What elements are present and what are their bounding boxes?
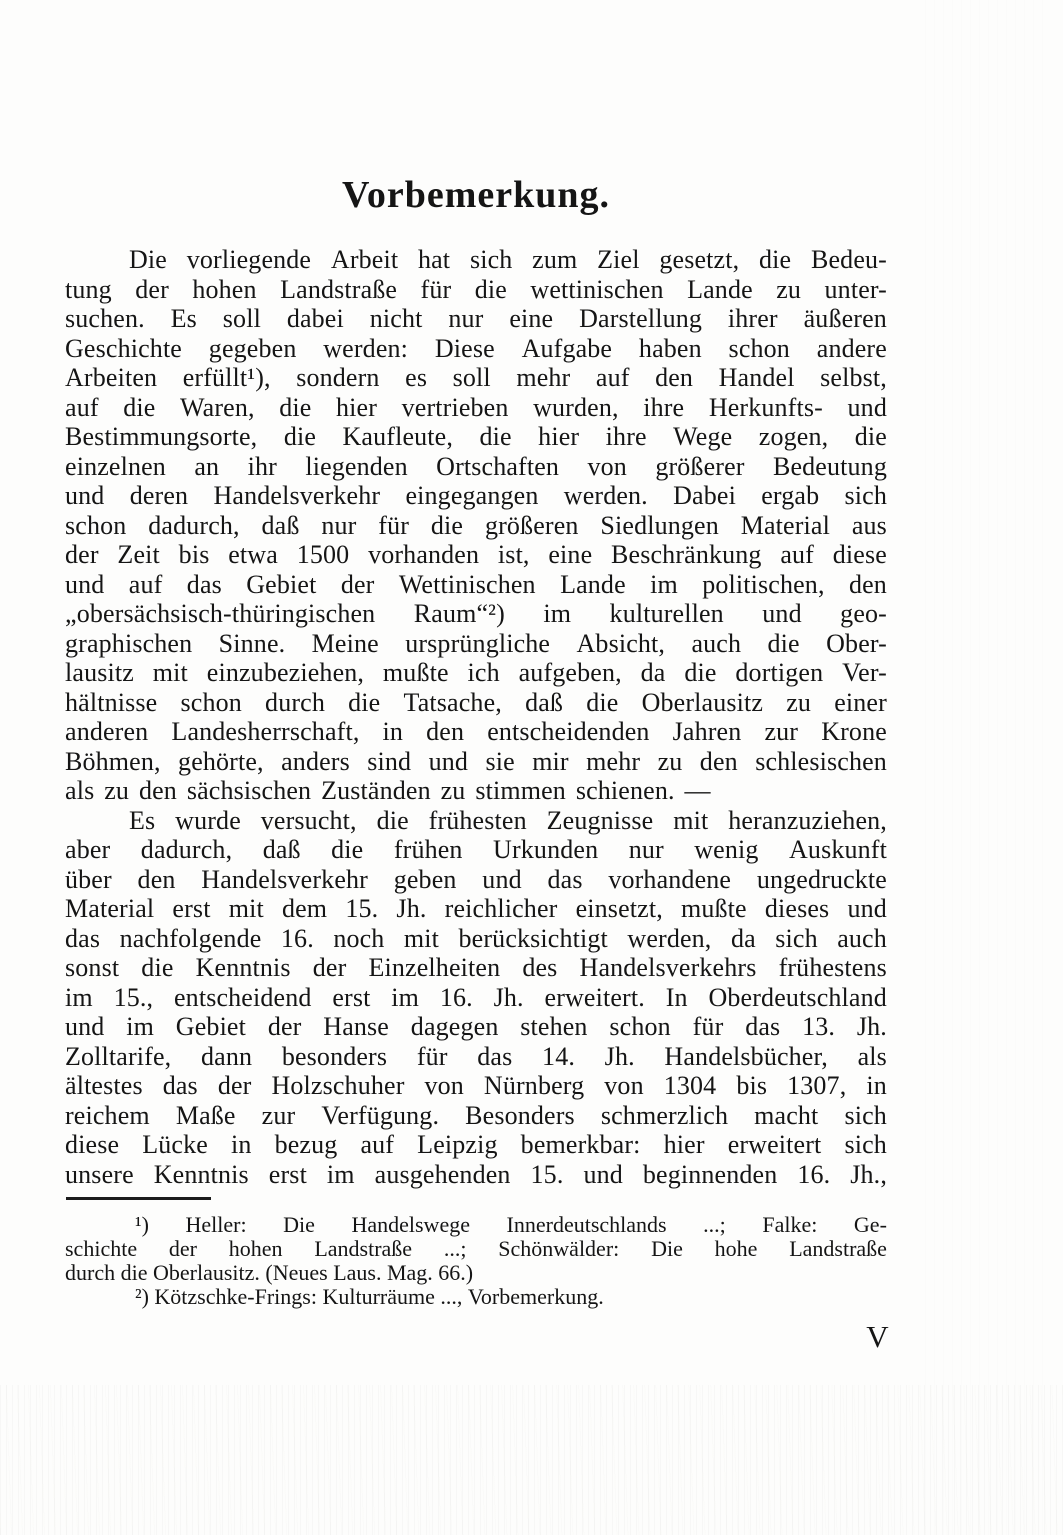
text-line: Geschichte gegeben werden: Diese Aufgabe haben schon andere [65, 333, 887, 363]
text-line: und im Gebiet der Hanse dagegen stehen schon für das 13. Jh. [65, 1012, 887, 1041]
footnote-2 [65, 1285, 887, 1309]
text-line: über den Handelsverkehr geben und das vorhandene ungedruckte [65, 864, 887, 894]
scan-noise-right [925, 0, 1045, 1535]
text-line: Es wurde versucht, die frühesten Zeugnisse mit heranzuziehen, [129, 805, 887, 835]
text-line: als zu den sächsischen Zuständen zu stimmen schienen. — [65, 776, 711, 805]
text-line: Böhmen, gehörte, anders sind und sie mir mehr zu den schlesischen [65, 746, 887, 776]
text-line: reichem Maße zur Verfügung. Besonders schmerzlich macht sich [65, 1100, 887, 1130]
text-line: und auf das Gebiet der Wettinischen Lande im politischen, den [65, 569, 887, 599]
text-line: durch die Oberlausitz. (Neues Laus. Mag. 66.) [65, 1260, 474, 1285]
paragraph-2 [65, 806, 887, 1190]
text-line: Die vorliegende Arbeit hat sich zum Ziel gesetzt, die Bedeu- [129, 245, 887, 274]
text-line: suchen. Es soll dabei nicht nur eine Darstellung ihrer äußeren [65, 304, 887, 333]
text-line: hältnisse schon durch die Tatsache, daß die Oberlausitz zu einer [65, 687, 887, 717]
page-number: V [866, 1319, 889, 1354]
text-line: der Zeit bis etwa 1500 vorhanden ist, eine Beschränkung auf diese [65, 540, 887, 569]
text-line: das nachfolgende 16. noch mit berücksichtigt werden, da sich auch [65, 923, 887, 953]
text-line: anderen Landesherrschaft, in den entscheidenden Jahren zur Krone [65, 717, 887, 746]
text-line: ältestes das der Holzschuher von Nürnberg von 1304 bis 1307, in [65, 1071, 887, 1100]
body-text [65, 245, 887, 1189]
text-line: ¹) Heller: Die Handelswege Innerdeutschlands ...; Falke: Ge- [135, 1212, 887, 1237]
text-line: schichte der hohen Landstraße ...; Schönwälder: Die hohe Landstraße [65, 1236, 887, 1261]
text-line: schon dadurch, daß nur für die größeren Siedlungen Material aus [65, 510, 887, 540]
text-line: „obersächsisch-thüringischen Raum“²) im kulturellen und geo- [65, 599, 887, 628]
text-line: diese Lücke in bezug auf Leipzig bemerkbar: hier erweitert sich [65, 1130, 887, 1159]
text-line: lausitz mit einzubeziehen, mußte ich aufgeben, da die dortigen Ver- [65, 658, 887, 687]
text-line: Material erst mit dem 15. Jh. reichlicher einsetzt, mußte dieses und [65, 894, 887, 923]
text-line: Zolltarife, dann besonders für das 14. Jh. Handelsbücher, als [65, 1041, 887, 1071]
text-line: tung der hohen Landstraße für die wettinischen Lande zu unter- [65, 274, 887, 304]
text-line: ²) Kötzschke-Frings: Kulturräume ..., Vorbemerkung. [135, 1284, 604, 1309]
text-line: unsere Kenntnis erst im ausgehenden 15. und beginnenden 16. Jh., [65, 1159, 887, 1189]
text-line: sonst die Kenntnis der Einzelheiten des Handelsverkehrs frühestens [65, 953, 887, 982]
text-line: und deren Handelsverkehr eingegangen werden. Dabei ergab sich [65, 481, 887, 510]
scan-noise-bottom [0, 1385, 1063, 1535]
paragraph-1 [65, 245, 887, 806]
footnote-1 [65, 1213, 887, 1285]
text-line: im 15., entscheidend erst im 16. Jh. erweitert. In Oberdeutschland [65, 982, 887, 1012]
text-line: Bestimmungsorte, die Kaufleute, die hier ihre Wege zogen, die [65, 422, 887, 451]
text-line: graphischen Sinne. Meine ursprüngliche Absicht, auch die Ober- [65, 628, 887, 658]
text-line: aber dadurch, daß die frühen Urkunden nur wenig Auskunft [65, 835, 887, 864]
text-line: auf die Waren, die hier vertrieben wurden, ihre Herkunfts- und [65, 392, 887, 422]
text-line: einzelnen an ihr liegenden Ortschaften von größerer Bedeutung [65, 451, 887, 481]
footnotes-section [65, 1213, 887, 1309]
footnote-rule [66, 1197, 211, 1200]
text-line: Arbeiten erfüllt¹), sondern es soll mehr auf den Handel selbst, [65, 363, 887, 392]
page-title: Vorbemerkung. [341, 174, 611, 216]
